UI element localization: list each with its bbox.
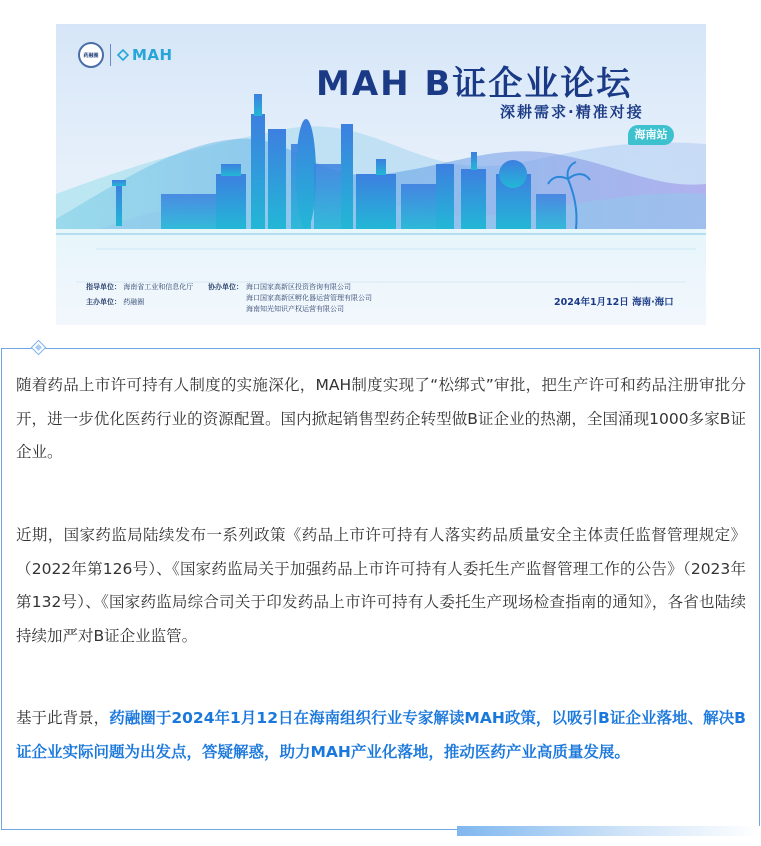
co-unit-3: 海南知光知识产权运营有限公司 [246,305,344,313]
sponsor-logos [78,42,173,68]
yaorongquan-logo-text: 药融圈 [83,52,99,59]
co-unit-label: 协办单位： [208,283,243,291]
paragraph-3 [16,702,746,769]
yaorongquan-logo [78,42,104,68]
station-badge: 海南站 [628,125,674,145]
mah-logo-text: MAH [132,46,173,64]
host-unit-value: 药融圈 [123,298,145,306]
guide-unit-value: 海南省工业和信息化厅 [123,283,194,291]
event-banner [56,24,706,325]
forum-title: MAH B证企业论坛 [316,64,633,104]
mah-mark-icon [117,49,129,61]
guide-unit-label: 指导单位： [86,283,121,291]
logo-divider [110,44,111,66]
guide-unit [86,282,193,292]
co-unit-1: 海口国家高新区投资咨询有限公司 [246,283,351,291]
host-unit-label: 主办单位： [86,298,121,306]
paragraph-1: 随着药品上市许可持有人制度的实施深化，MAH制度实现了“松绑式”审批，把生产许可和药品注册审批分开，进一步优化医药行业的资源配置。国内掀起销售型药企转型做B证企业的热潮，全国涌现1000多家B证企业。 [16,376,746,461]
paragraph-3-highlight: 药融圈于2024年1月12日在海南组织行业专家解读MAH政策，以吸引B证企业落地、解决B证企业实际问题为出发点，答疑解惑，助力MAH产业化落地，推动医药产业高质量发展。 [16,709,746,761]
forum-subtitle: 深耕需求·精准对接 [500,103,644,121]
paragraph-3-prefix: 基于此背景， [16,709,110,727]
co-unit-2: 海口国家高新区孵化器运营管理有限公司 [246,294,372,302]
mah-logo [117,46,173,64]
event-date-location: 2024年1月12日 海南·海口 [554,297,674,308]
host-unit [86,297,144,307]
bottom-decoration-bar [457,826,760,836]
paragraph-2: 近期，国家药监局陆续发布一系列政策《药品上市许可持有人落实药品质量安全主体责任监督管理规定》（2022年第126号）、《国家药监局关于加强药品上市许可持有人委托生产监督管理工作的公告》（2023年第132号）、《国家药监局综合司关于印发药品上市许可持有人委托生产现场检查指南的通知》，各省也陆续持续加严对B证企业监管。 [16,526,746,645]
